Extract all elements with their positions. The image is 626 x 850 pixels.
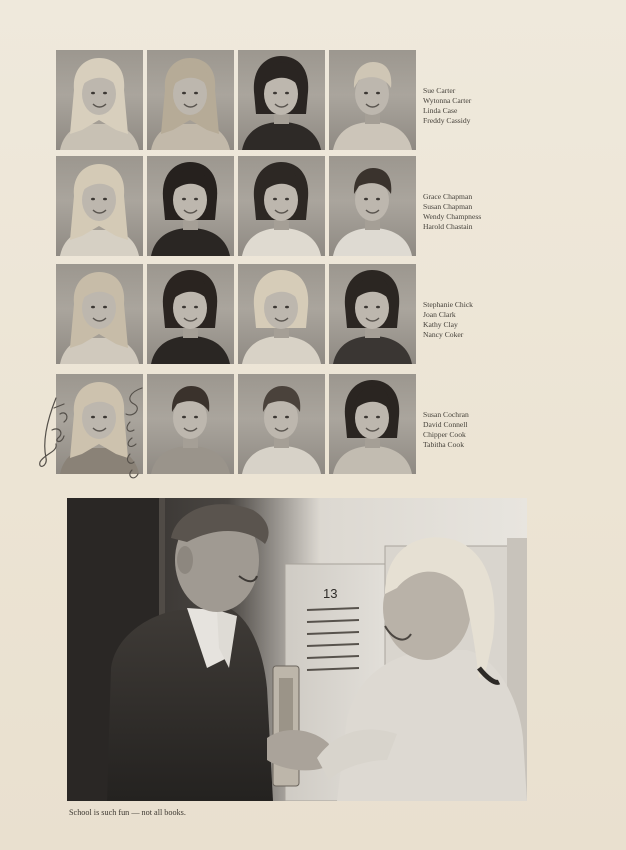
student-name: Susan Chapman bbox=[423, 202, 473, 211]
student-name: Harold Chastain bbox=[423, 222, 473, 231]
student-portrait bbox=[238, 264, 325, 364]
student-name: Sue Carter bbox=[423, 86, 456, 95]
portrait-image bbox=[147, 156, 234, 256]
student-name: Grace Chapman bbox=[423, 192, 473, 201]
portrait-image bbox=[56, 374, 143, 474]
portrait-row bbox=[56, 156, 482, 258]
portrait-image bbox=[147, 264, 234, 364]
portrait-image bbox=[238, 264, 325, 364]
portrait-row bbox=[56, 264, 473, 366]
student-name: Susan Cochran bbox=[423, 410, 469, 419]
student-name: Linda Case bbox=[423, 106, 458, 115]
student-portrait bbox=[329, 264, 416, 364]
student-portrait bbox=[329, 50, 416, 150]
portrait-image bbox=[56, 156, 143, 256]
name-list bbox=[423, 86, 533, 126]
portrait-image bbox=[147, 50, 234, 150]
portrait-image bbox=[238, 374, 325, 474]
student-portrait bbox=[238, 374, 325, 474]
portrait-image bbox=[329, 264, 416, 364]
student-name: Chipper Cook bbox=[423, 430, 466, 439]
portrait-row bbox=[56, 50, 472, 152]
student-portrait bbox=[329, 374, 416, 474]
name-list bbox=[423, 410, 533, 450]
candid-photo-image bbox=[67, 498, 527, 801]
student-portrait bbox=[238, 156, 325, 256]
student-portrait bbox=[56, 156, 143, 256]
portrait-image bbox=[238, 50, 325, 150]
student-portrait bbox=[56, 50, 143, 150]
student-name: Tabitha Cook bbox=[423, 440, 465, 449]
portrait-image bbox=[56, 50, 143, 150]
student-name: Wytonna Carter bbox=[423, 96, 472, 105]
student-portrait bbox=[147, 264, 234, 364]
portrait-image bbox=[238, 156, 325, 256]
student-name: Joan Clark bbox=[423, 310, 456, 319]
portrait-image bbox=[56, 264, 143, 364]
student-name: Stephanie Chick bbox=[423, 300, 473, 309]
student-name: Nancy Coker bbox=[423, 330, 464, 339]
student-name: Freddy Cassidy bbox=[423, 116, 471, 125]
student-name: Kathy Clay bbox=[423, 320, 458, 329]
student-portrait bbox=[56, 264, 143, 364]
student-name: Wendy Champness bbox=[423, 212, 482, 221]
name-list bbox=[423, 192, 533, 232]
student-portrait bbox=[329, 156, 416, 256]
student-portrait bbox=[238, 50, 325, 150]
student-portrait bbox=[56, 374, 143, 474]
candid-photo bbox=[67, 498, 527, 801]
portrait-image bbox=[329, 374, 416, 474]
student-portrait bbox=[147, 156, 234, 256]
name-list bbox=[423, 300, 533, 340]
portrait-image bbox=[147, 374, 234, 474]
portrait-grid bbox=[56, 50, 482, 482]
locker-number: 13 bbox=[323, 586, 338, 601]
student-portrait bbox=[147, 374, 234, 474]
portrait-image bbox=[329, 50, 416, 150]
student-portrait bbox=[147, 50, 234, 150]
portrait-row bbox=[56, 374, 469, 476]
portrait-image bbox=[329, 156, 416, 256]
photo-caption: School is such fun — not all books. bbox=[69, 808, 186, 817]
student-name: David Connell bbox=[423, 420, 468, 429]
